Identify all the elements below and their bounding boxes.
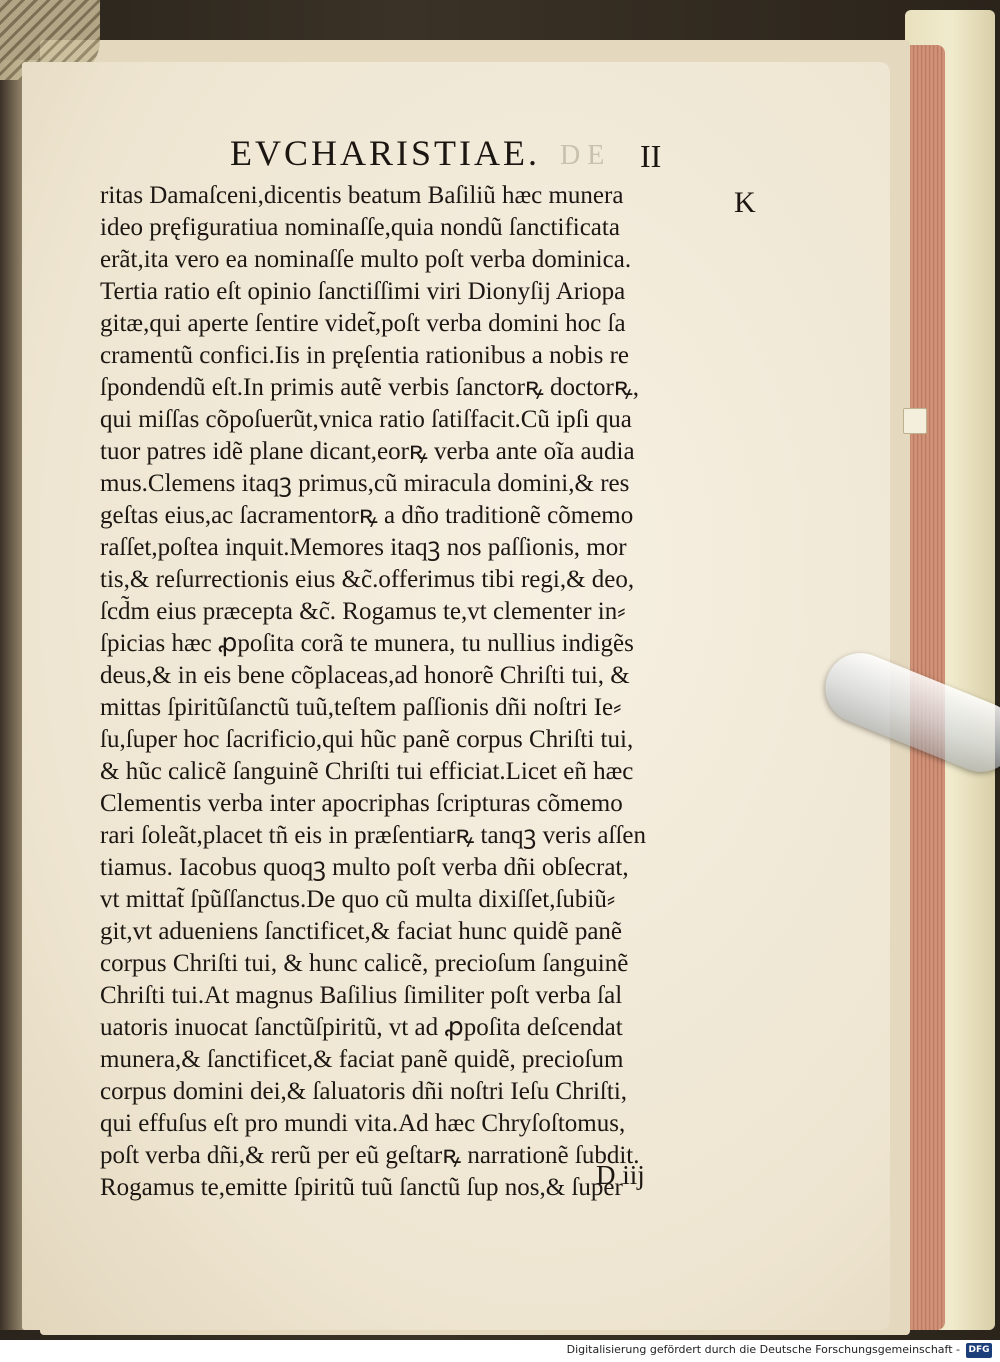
text-line: cramentũ confici.Iis in pręſentia rationibus a nobis re — [100, 342, 629, 369]
text-line: rari ſoleãt,placet tñ eis in præſentiarꝶ tanqꝫ veris aſſen — [100, 822, 647, 849]
text-line: vt mittat̃ ſpũſſanctus.De quo cũ multa dixiſſet,ſubiũ⸗ — [100, 886, 616, 913]
text-line: erãt,ita vero ea nominaſſe multo poſt verba dominica. — [100, 246, 632, 273]
text-line: ritas Damaſceni,dicentis beatum Baſiliũ hæc munera — [100, 182, 624, 209]
text-line: poſt verba dñi,& rerũ per eũ geſtarꝶ narrationẽ ſubdit. — [100, 1142, 640, 1169]
body-text — [100, 180, 740, 1204]
text-line: ſu,ſuper hoc ſacrificio,qui hũc panẽ corpus Chriſti tui, — [100, 726, 634, 753]
text-line: ſpondendũ eſt.In primis autẽ verbis ſanctorꝶ doctorꝶ, — [100, 374, 639, 401]
text-line: tuor patres idẽ plane dicant,eorꝶ verba ante oĩa audia — [100, 438, 635, 465]
text-line: tiamus. Iacobus quoqꝫ multo poſt verba dñi obſecrat, — [100, 854, 629, 881]
text-line: corpus Chriſti tui, & hunc calicẽ, precioſum ſanguinẽ — [100, 950, 629, 977]
text-line: raſſet,poſtea inquit.Memores itaqꝫ nos paſſionis, mor — [100, 534, 627, 561]
signature-mark: D iij — [596, 1160, 645, 1190]
text-line: mus.Clemens itaqꝫ primus,cũ miracula domini,& res — [100, 470, 630, 497]
text-line: qui miſſas cõpoſuerũt,vnica ratio ſatiſfacit.Cũ ipſi qua — [100, 406, 632, 433]
text-line: Chriſti tui.At magnus Baſilius ſimiliter poſt verba ſal — [100, 982, 623, 1009]
footer-credit: Digitalisierung gefördert durch die Deutsche Forschungsgemeinschaft - — [566, 1343, 960, 1356]
text-line: deus,& in eis bene cõplaceas,ad honorẽ Chriſti tui, & — [100, 662, 630, 689]
text-line: uatoris inuocat ſanctũſpiritũ, vt ad ꝓpoſita deſcendat — [100, 1014, 623, 1041]
text-line: git,vt adueniens ſanctificet,& faciat hunc quidẽ panẽ — [100, 918, 623, 945]
text-line: corpus domini dei,& ſaluatoris dñi noſtri Ieſu Chriſti, — [100, 1078, 628, 1105]
text-line: Tertia ratio eſt opinio ſanctiſſimi viri Dionyſij Ariopa — [100, 278, 626, 305]
running-head: EVCHARISTIAE. — [230, 133, 540, 173]
text-line: ideo pręfiguratiua nominaſſe,quia nondũ ſanctificata — [100, 214, 620, 241]
text-line: Clementis verba inter apocriphas ſcripturas cõmemo — [100, 790, 623, 817]
text-line: Rogamus te,emitte ſpiritũ tuũ ſanctũ ſup nos,& ſuper — [100, 1174, 623, 1201]
dfg-logo: DFG — [966, 1343, 992, 1358]
text-line: ſpicias hæc ꝓpoſita corã te munera, tu nullius indigẽs — [100, 630, 634, 657]
text-line: geſtas eius,ac ſacramentorꝶ a dño traditionẽ cõmemo — [100, 502, 634, 529]
text-line: & hũc calicẽ ſanguinẽ Chriſti tui efficiat.Licet eñ hæc — [100, 758, 634, 785]
bookmark-tab — [903, 408, 927, 434]
marginal-letter: K — [734, 186, 756, 219]
text-line: ſcd̃m eius præcepta &c̃. Rogamus te,vt clementer in⸗ — [100, 598, 626, 625]
folio-number: II — [640, 138, 662, 174]
text-line: qui effuſus eſt pro mundi vita.Ad hæc Chryſoſtomus, — [100, 1110, 626, 1137]
text-line: gitæ,qui aperte ſentire videt̃,poſt verba domini hoc ſa — [100, 310, 626, 337]
show-through-text: D E — [560, 140, 605, 171]
text-line: tis,& reſurrectionis eius &c̃.offerimus tibi regi,& deo, — [100, 566, 635, 593]
text-line: munera,& ſanctificet,& faciat panẽ quidẽ, precioſum — [100, 1046, 624, 1073]
text-line: mittas ſpiritũſanctũ tuũ,teſtem paſſionis dñi noſtri Ie⸗ — [100, 694, 622, 721]
